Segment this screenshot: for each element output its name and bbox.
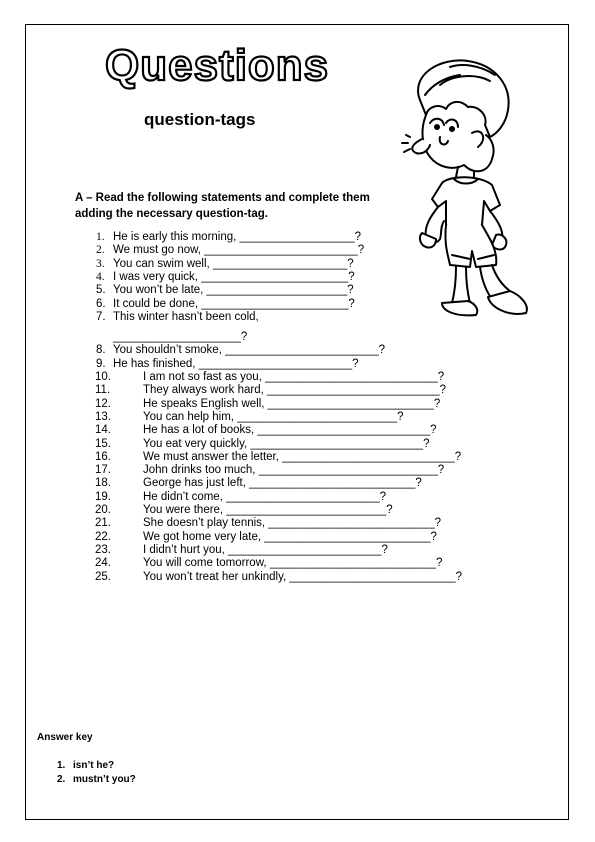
question-text: I didn’t hurt you, ________________________? <box>143 543 388 556</box>
question-number: 17. <box>95 464 111 477</box>
answer-number: 1. <box>57 760 66 771</box>
question-text: We got home very late, __________________________? <box>143 530 437 543</box>
question-number: 15. <box>95 437 111 450</box>
answer-number: 2. <box>57 774 66 785</box>
question-number: 16. <box>95 450 111 463</box>
exercise-instruction: A – Read the following statements and complete them adding the necessary question-tag. <box>75 192 370 220</box>
question-text: He didn’t come, ________________________? <box>143 490 386 503</box>
question-text: We must answer the letter, ___________________________? <box>143 450 462 463</box>
question-number: 22. <box>95 530 111 543</box>
question-number: 12. <box>95 397 111 410</box>
question-number: 6. <box>96 297 106 310</box>
question-number: 20. <box>95 504 111 516</box>
question-number: 10. <box>95 371 111 383</box>
question-text: He has finished, ________________________? <box>113 357 359 370</box>
question-number: 9. <box>96 357 106 370</box>
question-text: They always work hard, ___________________________? <box>143 384 447 397</box>
question-number: 1. <box>96 231 105 243</box>
question-text: John drinks too much, ____________________________? <box>143 464 445 477</box>
question-number: 23. <box>95 543 111 556</box>
question-text: ____________________? <box>113 330 248 343</box>
question-text: You shouldn’t smoke, ________________________? <box>113 344 385 357</box>
question-text: He speaks English well, __________________________? <box>143 397 441 410</box>
answer-text: isn’t he? <box>73 760 115 771</box>
question-text: He has a lot of books, ___________________________? <box>143 424 437 437</box>
question-text: This winter hasn’t been cold, <box>113 310 259 323</box>
question-number: 24. <box>95 557 111 570</box>
answer-key-title: Answer key <box>37 732 93 743</box>
question-number: 21. <box>95 517 111 530</box>
question-number: 4. <box>96 270 105 283</box>
question-number: 18. <box>95 477 111 490</box>
title-text: Questions <box>105 41 330 90</box>
question-text: You won’t treat her unkindly, __________________________? <box>143 570 463 583</box>
answer-item <box>57 760 114 771</box>
question-number: 3. <box>96 257 105 270</box>
question-text: You can help him, _________________________? <box>143 410 404 423</box>
question-text: I was very quick, _______________________? <box>113 270 355 283</box>
question-number: 2. <box>96 244 105 257</box>
question-text: We must go now, ________________________? <box>113 244 365 257</box>
question-number: 25. <box>95 570 111 583</box>
question-number: 5. <box>96 284 106 297</box>
question-text: You were there, _________________________? <box>143 504 393 516</box>
boy-illustration <box>380 55 550 325</box>
question-text: You can swim well, _____________________? <box>113 257 354 270</box>
answer-text: mustn’t you? <box>73 774 136 785</box>
question-number: 8. <box>96 344 106 357</box>
question-text: You will come tomorrow, __________________________? <box>143 557 443 570</box>
question-number: 11. <box>95 384 111 397</box>
answer-item <box>57 774 136 785</box>
question-text: She doesn’t play tennis, __________________________? <box>143 517 441 530</box>
question-text: I am not so fast as you, ___________________________? <box>143 371 445 383</box>
question-text: George has just left, __________________________? <box>143 477 422 490</box>
page-subtitle: question-tags <box>144 110 256 129</box>
question-text: It could be done, _______________________? <box>113 297 355 310</box>
question-number: 14. <box>95 424 111 437</box>
question-text: You won’t be late, ______________________? <box>113 284 354 297</box>
question-number: 13. <box>95 410 111 423</box>
question-number: 7. <box>96 310 106 323</box>
question-text: He is early this morning, __________________? <box>113 231 362 243</box>
question-number: 19. <box>95 490 111 503</box>
page-title <box>100 34 340 94</box>
question-text: You eat very quickly, ___________________________? <box>143 437 430 450</box>
